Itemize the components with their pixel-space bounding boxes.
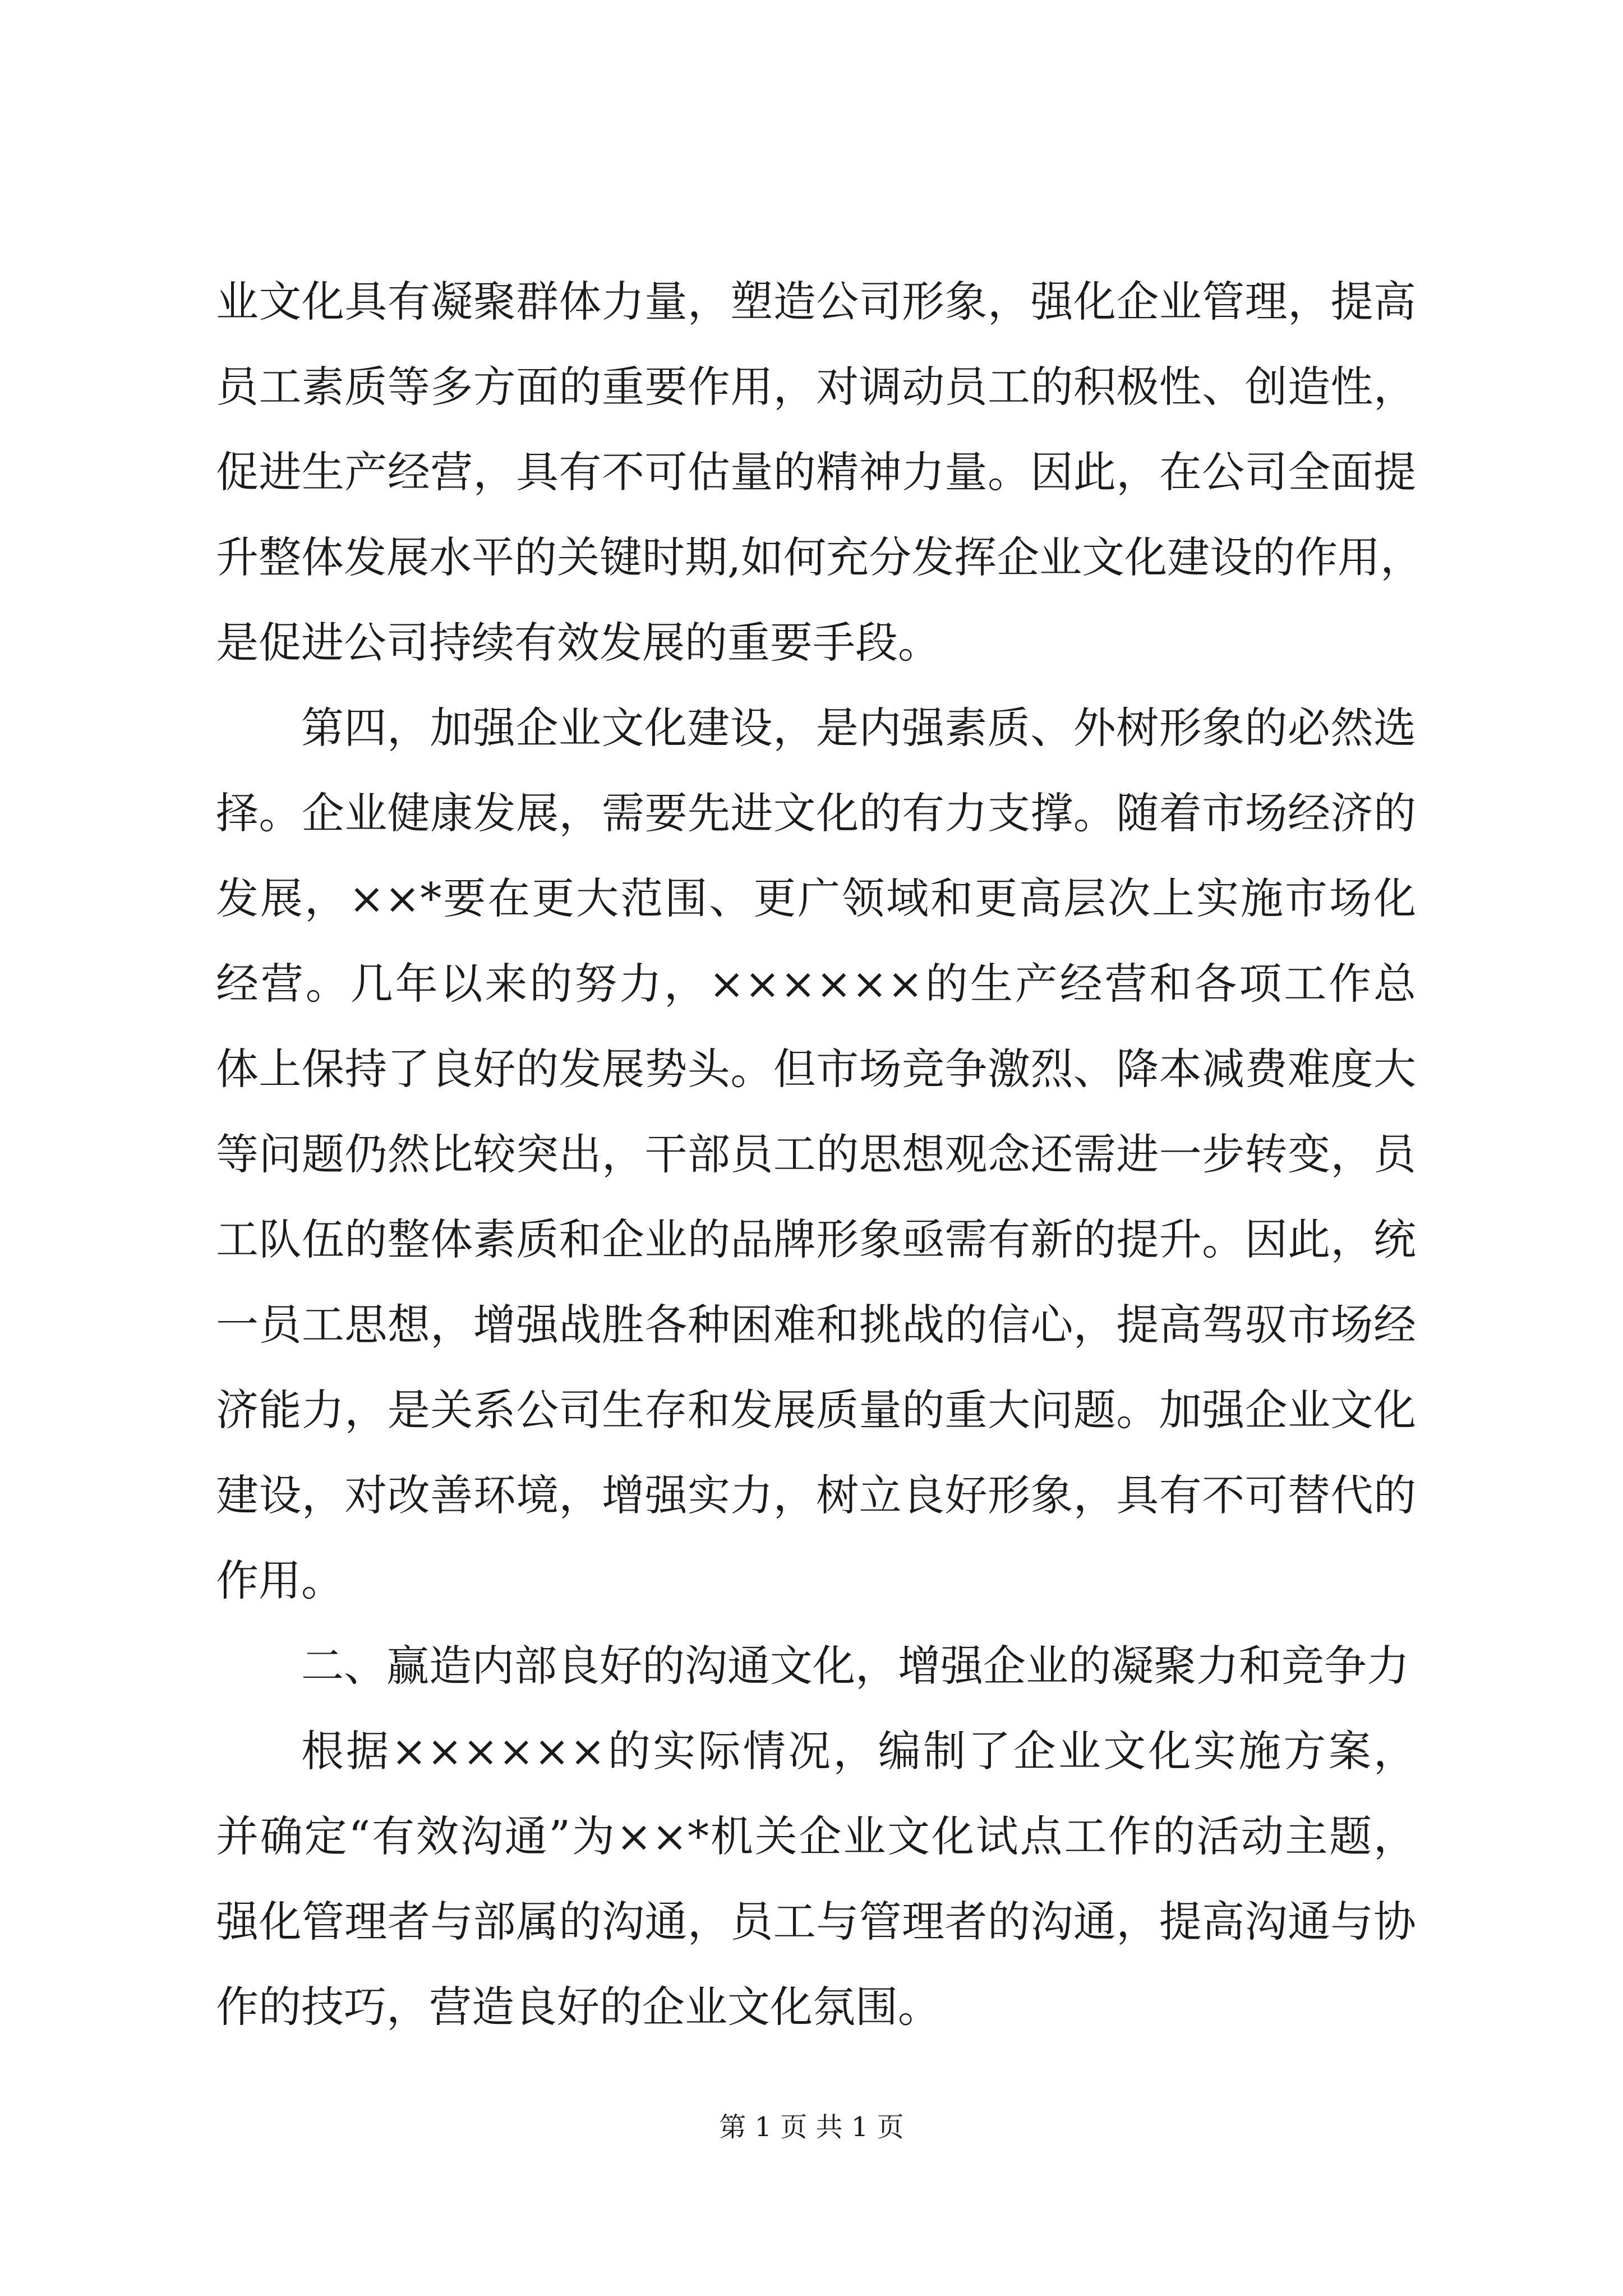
text-line: 作用。: [216, 1556, 344, 1605]
text-line: 济能力，是关系公司生存和发展质量的重大问题。加强企业文化: [216, 1385, 1416, 1435]
text-line: 作的技巧，营造良好的企业文化氛围。: [216, 1982, 940, 2032]
heading-text: 二、赢造内部良好的沟通文化，增强企业的凝聚力和竞争力: [301, 1641, 1409, 1691]
paragraph-4: [216, 1709, 1416, 2050]
text-line: 体上保持了良好的发展势头。但市场竞争激烈、降本减费难度大: [216, 1044, 1416, 1094]
text-line: 第四，加强企业文化建设，是内强素质、外树形象的必然选: [301, 703, 1416, 753]
text-line: 建设，对改善环境，增强实力，树立良好形象，具有不可替代的: [216, 1470, 1416, 1520]
text-line: 工队伍的整体素质和企业的品牌形象亟需有新的提升。因此，统: [216, 1214, 1416, 1264]
paragraph-1: [216, 259, 1423, 685]
text-line: 升整体发展水平的关键时期,如何充分发挥企业文化建设的作用，: [216, 532, 1423, 582]
page-number-label: 第 1 页 共 1 页: [719, 2111, 904, 2143]
text-line: 促进生产经营，具有不可估量的精神力量。因此，在公司全面提: [216, 447, 1416, 497]
text-line: 员工素质等多方面的重要作用，对调动员工的积极性、创造性，: [216, 362, 1416, 412]
text-line: 经营。几年以来的努力，××××××的生产经营和各项工作总: [216, 959, 1416, 1009]
document-body: [216, 259, 1423, 2050]
text-line: 并确定“有效沟通”为××*机关企业文化试点工作的活动主题，: [216, 1811, 1416, 1861]
text-line: 根据××××××的实际情况，编制了企业文化实施方案，: [301, 1726, 1416, 1776]
text-line: 是促进公司持续有效发展的重要手段。: [216, 618, 940, 668]
text-line: 一员工思想，增强战胜各种困难和挑战的信心，提高驾驭市场经: [216, 1300, 1416, 1350]
section-heading: [216, 1623, 1416, 1709]
text-line: 业文化具有凝聚群体力量，塑造公司形象，强化企业管理，提高: [216, 277, 1416, 326]
text-line: 择。企业健康发展，需要先进文化的有力支撑。随着市场经济的: [216, 788, 1416, 838]
text-line: 等问题仍然比较突出，干部员工的思想观念还需进一步转变，员: [216, 1129, 1416, 1179]
paragraph-2: [216, 685, 1416, 1623]
page-footer: [0, 2110, 1623, 2144]
text-line: 发展，××*要在更大范围、更广领域和更高层次上实施市场化: [216, 873, 1416, 923]
text-line: 强化管理者与部属的沟通，员工与管理者的沟通，提高沟通与协: [216, 1897, 1416, 1947]
